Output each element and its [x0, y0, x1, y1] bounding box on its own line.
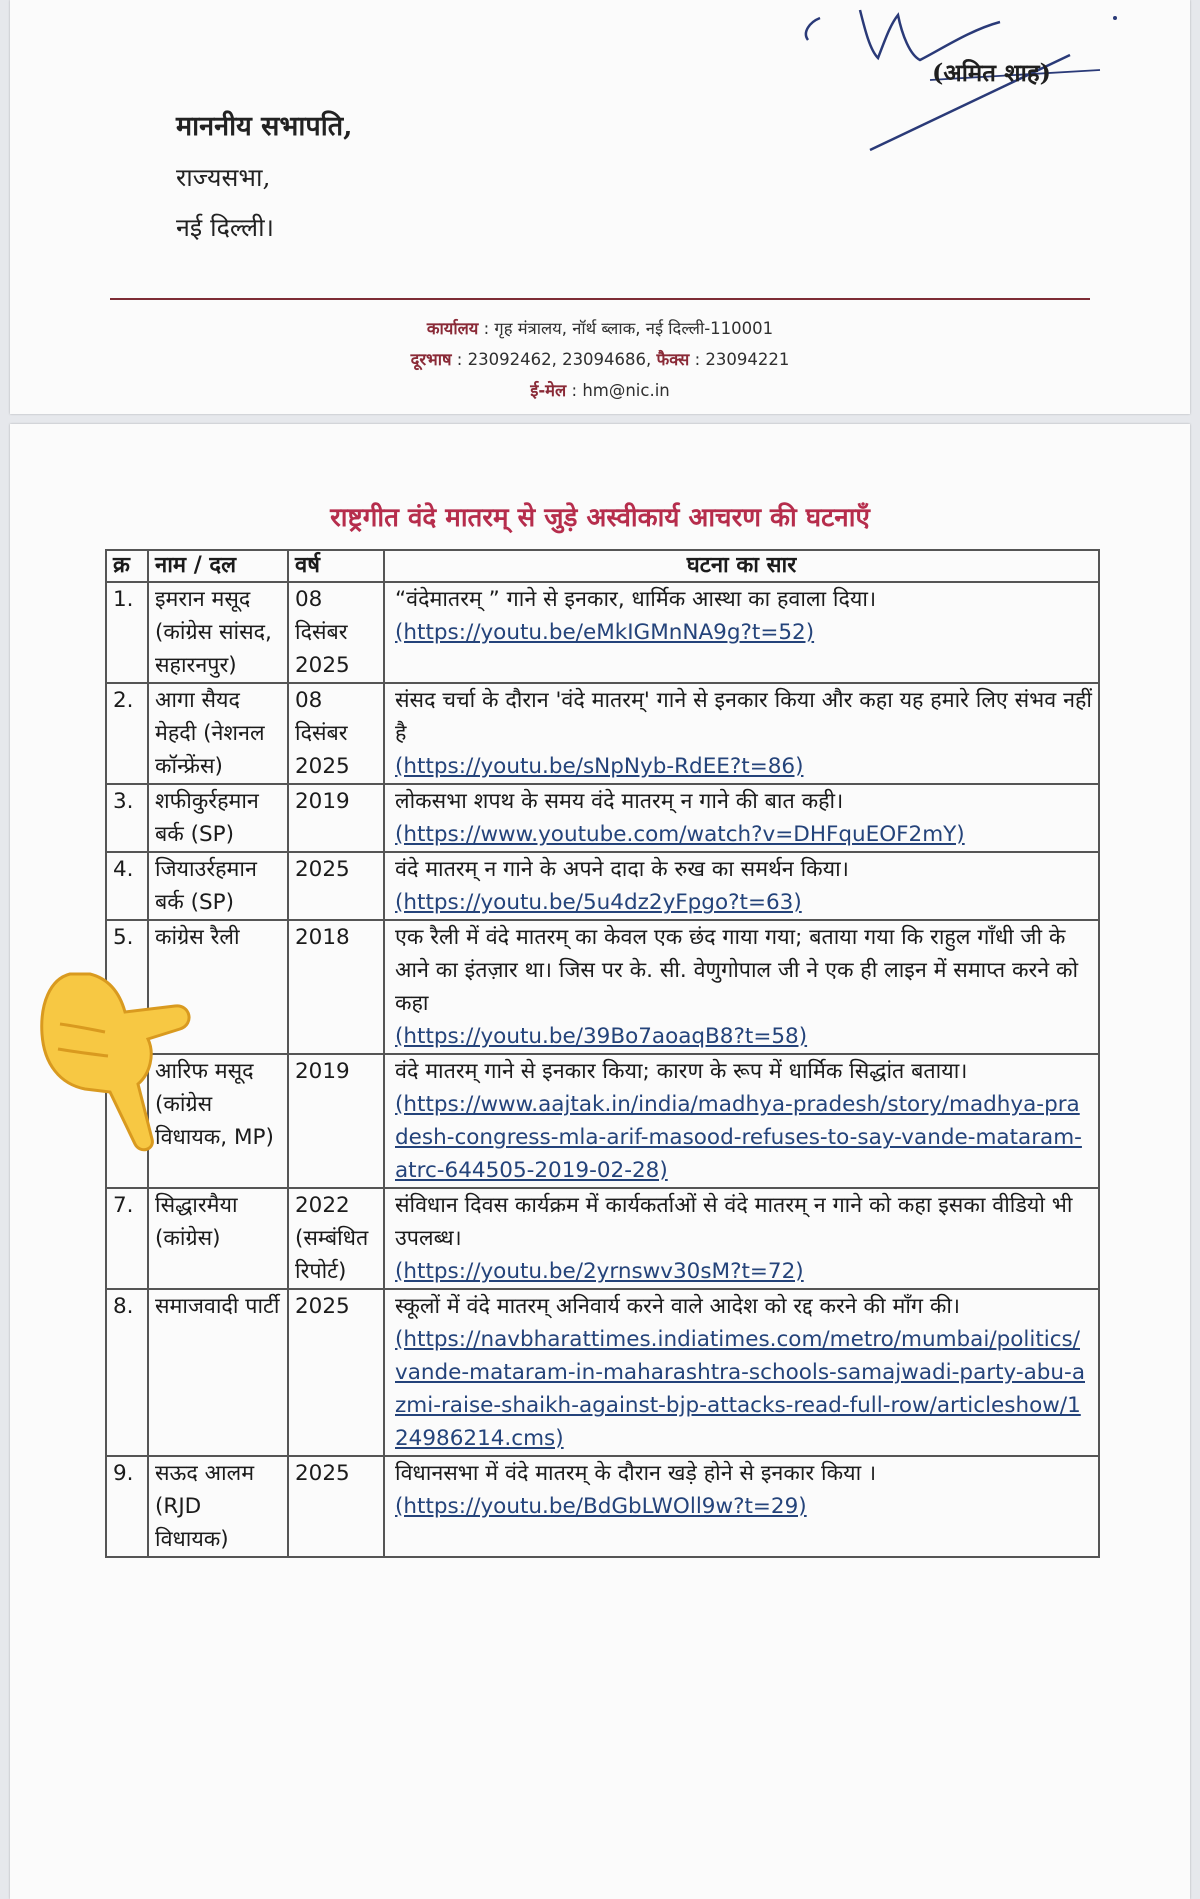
- office-address: [10, 316, 1190, 339]
- cell-serial: 7.: [106, 1188, 148, 1289]
- email-value: hm@nic.in: [582, 381, 670, 400]
- cell-name-party: इमरान मसूद (कांग्रेस सांसद, सहारनपुर): [148, 582, 288, 683]
- letterhead-divider: [110, 298, 1090, 300]
- incident-summary-text: लोकसभा शपथ के समय वंदे मातरम् न गाने की बात कही।: [395, 789, 844, 814]
- source-link[interactable]: (https://youtu.be/BdGbLWOll9w?t=29): [395, 1494, 807, 1519]
- incident-summary-text: स्कूलों में वंदे मातरम् अनिवार्य करने वाले आदेश को रद्द करने की माँग की।: [395, 1294, 961, 1319]
- table-row: [106, 582, 1099, 683]
- incident-summary-text: विधानसभा में वंदे मातरम् के दौरान खड़े होने से इनकार किया ।: [395, 1461, 877, 1486]
- incident-summary-text: “वंदेमातरम् ” गाने से इनकार, धार्मिक आस्था का हवाला दिया।: [395, 587, 877, 612]
- cell-year: 2018: [288, 920, 384, 1054]
- source-link[interactable]: (https://youtu.be/eMkIGMnNA9g?t=52): [395, 620, 815, 645]
- separator: :: [694, 350, 706, 369]
- source-link[interactable]: (https://youtu.be/sNpNyb-RdEE?t=86): [395, 754, 804, 779]
- separator: :: [483, 319, 495, 338]
- incident-summary-text: एक रैली में वंदे मातरम् का केवल एक छंद गाया गया; बताया गया कि राहुल गाँधी जी के आने का इंतज़ार था। जिस पर के. सी. वेणुगोपाल जी ने एक ही लाइन में समाप्त करने को कहा: [395, 925, 1079, 1016]
- backhand-index-pointing-down-icon: [30, 954, 200, 1154]
- cell-summary: [384, 1188, 1099, 1289]
- table-row: [106, 1188, 1099, 1289]
- email-line: [10, 378, 1190, 401]
- cell-serial: 9.: [106, 1456, 148, 1557]
- table-row: [106, 1054, 1099, 1188]
- table-header-row: [106, 550, 1099, 582]
- phone-value: 23092462, 23094686,: [467, 350, 652, 369]
- cell-summary: [384, 1289, 1099, 1456]
- cell-summary: [384, 582, 1099, 683]
- cell-summary: [384, 784, 1099, 852]
- cell-name-party: शफीकुर्रहमान बर्क (SP): [148, 784, 288, 852]
- source-link[interactable]: (https://youtu.be/2yrnswv30sM?t=72): [395, 1259, 804, 1284]
- cell-serial: 8.: [106, 1289, 148, 1456]
- incidents-table: [105, 549, 1100, 1558]
- office-value: गृह मंत्रालय, नॉर्थ ब्लाक, नई दिल्ली-110001: [494, 319, 774, 338]
- cell-name-party: सऊद आलम (RJD विधायक): [148, 1456, 288, 1557]
- table-row: [106, 1289, 1099, 1456]
- cell-year: 2019: [288, 1054, 384, 1188]
- source-link[interactable]: (https://www.youtube.com/watch?v=DHFquEOF2mY): [395, 822, 965, 847]
- phone-line: [10, 347, 1190, 370]
- cell-summary: [384, 852, 1099, 920]
- source-link[interactable]: (https://www.aajtak.in/india/madhya-pradesh/story/madhya-pradesh-congress-mla-arif-masood-refuses-to-say-vande-mataram-atrc-644505-2019-02-28): [395, 1092, 1082, 1183]
- phone-label: दूरभाष: [410, 350, 452, 369]
- cell-name-party: आगा सैयद मेहदी (नेशनल कॉन्फ्रेंस): [148, 683, 288, 784]
- cell-year: 08 दिसंबर 2025: [288, 683, 384, 784]
- addressee-city: नई दिल्ली।: [176, 213, 275, 242]
- addressee-title: माननीय सभापति,: [176, 111, 353, 142]
- table-row: [106, 920, 1099, 1054]
- incident-summary-text: संसद चर्चा के दौरान 'वंदे मातरम्' गाने से इनकार किया और कहा यह हमारे लिए संभव नहीं है: [395, 688, 1093, 746]
- cell-summary: [384, 1456, 1099, 1557]
- header-summary: घटना का सार: [384, 550, 1099, 582]
- addressee-line: राज्यसभा,: [176, 163, 271, 192]
- cell-name-party: समाजवादी पार्टी: [148, 1289, 288, 1456]
- cell-serial: 2.: [106, 683, 148, 784]
- cell-year: 2019: [288, 784, 384, 852]
- cell-name-party: आरिफ मसूद (कांग्रेस विधायक, MP): [148, 1054, 288, 1188]
- cell-year: 08 दिसंबर 2025: [288, 582, 384, 683]
- letter-page: [10, 0, 1190, 414]
- table-row: [106, 683, 1099, 784]
- cell-year: 2025: [288, 1289, 384, 1456]
- incidents-page: [10, 424, 1190, 1899]
- header-serial: क्र: [106, 550, 148, 582]
- separator: :: [456, 350, 468, 369]
- cell-summary: [384, 1054, 1099, 1188]
- cell-name-party: कांग्रेस रैली: [148, 920, 288, 1054]
- signatory-name: (अमित शाह): [932, 58, 1051, 87]
- cell-serial: 1.: [106, 582, 148, 683]
- table-title: राष्ट्रगीत वंदे मातरम् से जुड़े अस्वीकार्य आचरण की घटनाएँ: [330, 503, 870, 533]
- cell-name-party: जियाउर्रहमान बर्क (SP): [148, 852, 288, 920]
- fax-label: फैक्स: [656, 350, 690, 369]
- cell-serial: 3.: [106, 784, 148, 852]
- office-label: कार्यालय: [426, 319, 479, 338]
- header-name: नाम / दल: [148, 550, 288, 582]
- incident-summary-text: संविधान दिवस कार्यक्रम में कार्यकर्ताओं से वंदे मातरम् न गाने को कहा इसका वीडियो भी उपलब्ध।: [395, 1193, 1073, 1251]
- table-row: [106, 1456, 1099, 1557]
- incident-summary-text: वंदे मातरम् न गाने के अपने दादा के रुख का समर्थन किया।: [395, 857, 849, 882]
- incidents-table-body: [106, 582, 1099, 1557]
- incident-summary-text: वंदे मातरम् गाने से इनकार किया; कारण के रूप में धार्मिक सिद्धांत बताया।: [395, 1059, 968, 1084]
- cell-summary: [384, 920, 1099, 1054]
- table-row: [106, 784, 1099, 852]
- cell-summary: [384, 683, 1099, 784]
- cell-year: 2025: [288, 852, 384, 920]
- source-link[interactable]: (https://youtu.be/5u4dz2yFpgo?t=63): [395, 890, 802, 915]
- cell-name-party: सिद्धारमैया (कांग्रेस): [148, 1188, 288, 1289]
- email-label: ई-मेल: [530, 381, 567, 400]
- source-link[interactable]: (https://youtu.be/39Bo7aoaqB8?t=58): [395, 1024, 808, 1049]
- table-row: [106, 852, 1099, 920]
- cell-serial: 4.: [106, 852, 148, 920]
- cell-year: 2022 (सम्बंधित रिपोर्ट): [288, 1188, 384, 1289]
- source-link[interactable]: (https://navbharattimes.indiatimes.com/metro/mumbai/politics/vande-mataram-in-maharashtra-schools-samajwadi-party-abu-azmi-raise-shaikh-against-bjp-attacks-read-full-row/articleshow/124986214.cms): [395, 1327, 1085, 1451]
- cell-serial: 5.: [106, 920, 148, 1054]
- header-year: वर्ष: [288, 550, 384, 582]
- cell-year: 2025: [288, 1456, 384, 1557]
- separator: :: [571, 381, 583, 400]
- fax-value: 23094221: [705, 350, 790, 369]
